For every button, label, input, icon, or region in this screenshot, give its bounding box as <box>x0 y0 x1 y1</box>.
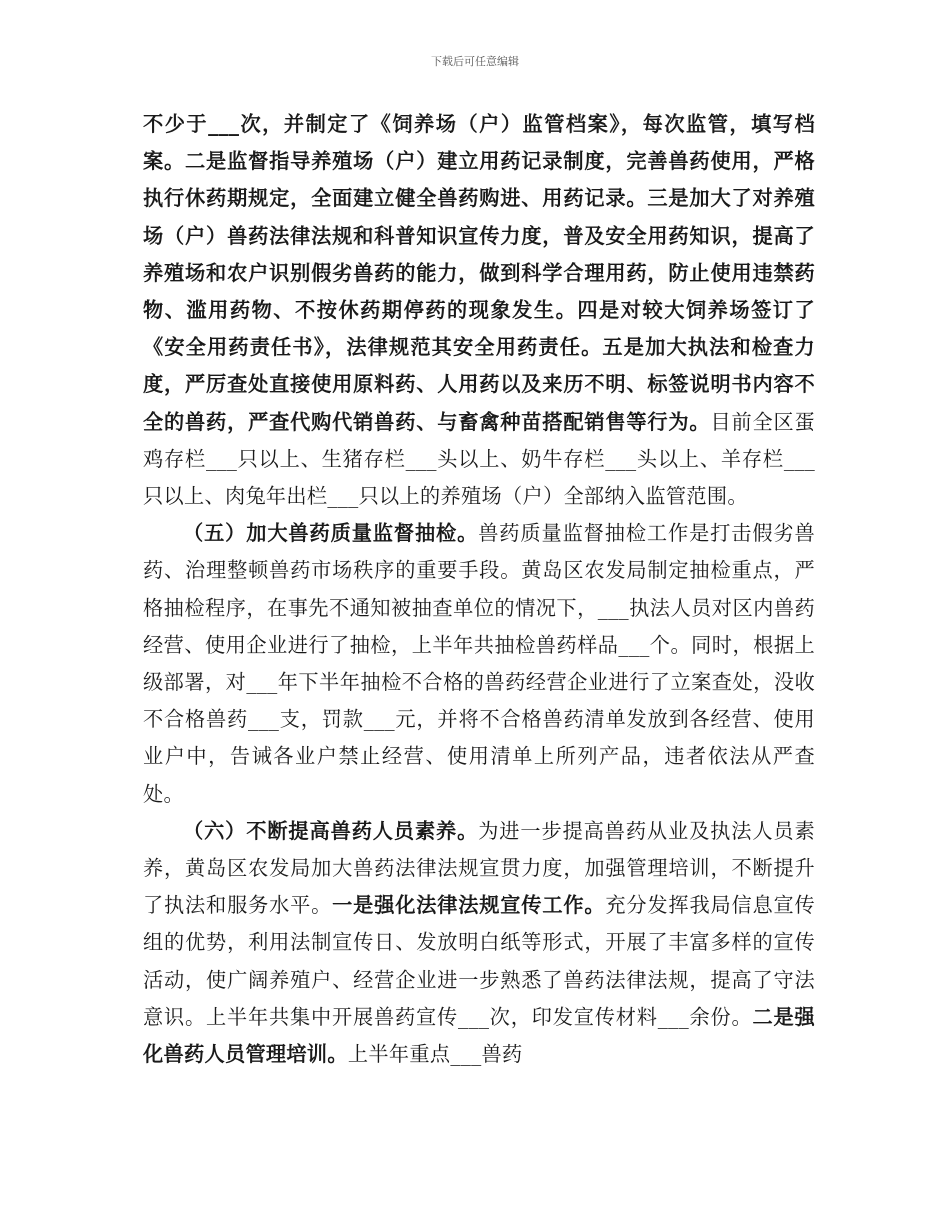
paragraph-quality-inspection <box>143 515 815 813</box>
text-segment: 充分发挥我局信息宣传组的优势，利用法制宣传日、发放明白纸等形式，开展了丰富多样的宣传活动，使广阔养殖户、经营企业进一步熟悉了兽药法律法规，提高了守法意识。上半年共集中开展兽药宣传___次，印发宣传材料___余份。 <box>143 893 816 1029</box>
paragraph-supervision <box>143 106 815 515</box>
document-body <box>143 106 815 1073</box>
paragraph-personnel-training <box>143 813 815 1073</box>
text-segment: 不少于___次，并制定了《饲养场（户）监管档案》，每次监管，填写档案。二是监督指导养殖场（户）建立用药记录制度，完善兽药使用，严格执行休药期规定，全面建立健全兽药购进、用药记录。三是加大了对养殖场（户）兽药法律法规和科普知识宣传力度，普及安全用药知识，提高了养殖场和农户识别假劣兽药的能力，做到科学合理用药，防止使用违禁药物、滥用药物、不按休药期停药的现象发生。四是对较大饲养场签订了《安全用药责任书》，法律规范其安全用药责任。五是加大执法和检查力度，严厉查处直接使用原料药、人用药以及来历不明、标签说明书内容不全的兽药，严查代购代销兽药、与畜禽种苗搭配销售等行为。 <box>143 112 815 434</box>
section-heading-6: （六）不断提高兽药人员素养。 <box>183 818 479 843</box>
text-segment: 兽药质量监督抽检工作是打击假劣兽药、治理整顿兽药市场秩序的重要手段。黄岛区农发局制定抽检重点，严格抽检程序，在事先不通知被抽查单位的情况下，___执法人员对区内兽药经营、使用企业进行了抽检，上半年共抽检兽药样品___个。同时，根据上级部署，对___年下半年抽检不合格的兽药经营企业进行了立案查处，没收不合格兽药___支，罚款___元，并将不合格兽药清单发放到各经营、使用业户中，告诫各业户禁止经营、使用清单上所列产品，违者依法从严查处。 <box>143 521 815 806</box>
text-segment: 上半年重点___兽药 <box>347 1042 523 1067</box>
text-segment: 为进一步提高兽药从业及执法人员素养，黄岛区农发局加大兽药法律法规宣贯力度，加强管理培训，不断提升了执法和服务水平。 <box>143 818 815 918</box>
page-header: 下载后可任意编辑 <box>431 55 519 68</box>
text-segment: 目前全区蛋鸡存栏___只以上、生猪存栏___头以上、奶牛存栏___头以上、羊存栏___只以上、肉兔年出栏___只以上的养殖场（户）全部纳入监管范围。 <box>143 409 815 509</box>
sub-heading: 一是强化法律法规宣传工作。 <box>332 893 606 918</box>
sub-heading: 二是强化兽药人员管理培训。 <box>143 1004 815 1067</box>
section-heading-5: （五）加大兽药质量监督抽检。 <box>183 521 479 546</box>
